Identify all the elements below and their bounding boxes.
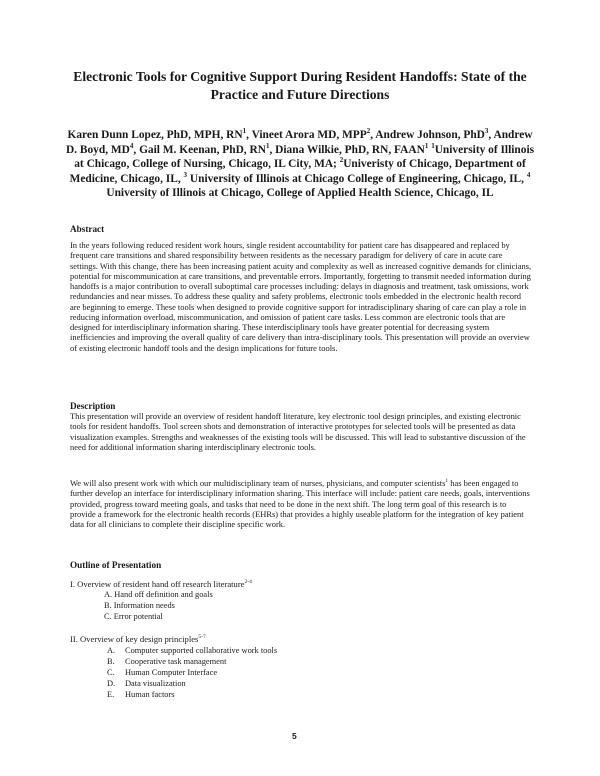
outline-item-text: Data visualization (125, 679, 186, 688)
affiliation-superscript: 1 (431, 141, 435, 150)
outline-item-letter: B. (107, 657, 115, 666)
outline-section-2-sup: 5-7 (198, 634, 206, 641)
outline-item-text: Computer supported collaborative work tools (125, 646, 278, 655)
affiliation-superscript: 4 (526, 170, 531, 179)
outline-item (107, 668, 217, 679)
author-text: , Andrew Johnson, PhD (370, 129, 485, 141)
outline-item: B. Information needs (104, 601, 175, 610)
description-text: This presentation will provide an overview of resident handoff literature, key electronic tool design principles, and existing electronic tools for resident handoffs. Tool screen shots and demonstration of interactive prototypes for selected tools will be presented as data visualization examples. Strengths and weaknesses of the existing tools will be discussed. This will lead to substantive discussion of the need for additional information sharing interdisciplinary electronic tools. (70, 411, 526, 452)
outline-item (107, 657, 226, 668)
affiliation-superscript: 2 (339, 156, 344, 165)
author-text: , Gail M. Keenan, PhD, RN (133, 143, 266, 156)
outline-item-letter: C. (107, 668, 115, 677)
outline-heading: Outline of Presentation (70, 560, 162, 570)
outline-item-text: Cooperative task management (125, 657, 227, 666)
outline-section-1 (70, 579, 252, 589)
description-text-2a: We will also present work with which our multidisciplinary team of nurses, physicians, and computer scientists (70, 478, 446, 488)
description-text-2-sup: 1 (445, 478, 449, 485)
paper-title: Electronic Tools for Cognitive Support During Resident Handoffs: State of the Practice and Future Directions (73, 69, 527, 102)
page-number: 5 (292, 731, 297, 741)
outline-item-text: Human Computer Interface (125, 668, 218, 677)
outline-item (107, 679, 186, 690)
author-text: University of Illinois at Chicago, College of Applied Health Science, Chicago, IL (106, 187, 494, 200)
abstract-text: In the years following reduced resident work hours, single resident accountability for patient care has disappeared and replaced by frequent care transitions and shared responsibility between residents as the necessary paradigm for delivery of care in acute care settings. With this change, there has been increasing patient acuity and complexity as well as increased cognitive demands for clinicians, potential for miscommunication at care transitions, and preventable errors. Importantly, forgetting to transmit needed information during handoffs is a major contribution to overall suboptimal care processes including: delays in diagnosis and treatment, task omissions, work redundancies and near misses. To address these quality and safety problems, electronic tools embedded in the electronic health record are beginning to emerge. These tools when designed to provide cognitive support for intradisciplinary sharing of care can play a role in reducing information overload, miscommunication, and omission of patient care tasks. Less common are electronic tools that are designed for interdisciplinary information sharing. These interdisciplinary tools have greater potential for decreasing system inefficiencies and improving the overall quality of care delivery than intra-disciplinary tools. This presentation will provide an overview of existing electronic handoff tools and the design implications for future tools. (70, 240, 532, 353)
outline-item-letter: A. (107, 646, 116, 655)
outline-section-2-label: II. Overview of key design principles (70, 634, 199, 644)
author-affiliations (62, 128, 538, 201)
affiliation-superscript: 1 (424, 141, 429, 150)
author-text: University of Illinois at Chicago College of Engineering, Chicago, IL, (187, 172, 527, 185)
affiliation-superscript: 1 (242, 127, 247, 136)
outline-section-2 (70, 634, 206, 644)
author-text: , Diana Wilkie, PhD, RN, FAAN (269, 143, 425, 156)
description-text-2 (70, 478, 532, 529)
outline-item-text: Human factors (125, 690, 175, 699)
outline-item: C. Error potential (104, 612, 163, 621)
outline-item: A. Hand off definition and goals (104, 590, 213, 599)
author-text: University of Illinois at Chicago, College of Nursing, Chicago, IL City, MA; (74, 143, 535, 171)
outline-item (107, 646, 277, 657)
author-text: Univeristy of Chicago, Department of Medicine, Chicago, IL, (69, 158, 526, 185)
affiliation-superscript: 2 (366, 127, 371, 136)
outline-item (107, 690, 175, 701)
description-heading: Description (70, 401, 116, 411)
author-text: , Andrew D. Boyd, MD (65, 129, 533, 156)
affiliation-superscript: 4 (129, 141, 134, 150)
affiliation-superscript: 1 (265, 141, 270, 150)
abstract-heading: Abstract (70, 224, 105, 234)
affiliation-superscript: 3 (484, 127, 489, 136)
affiliation-superscript: 3 (183, 170, 188, 179)
author-text: Karen Dunn Lopez, PhD, MPH, RN (67, 129, 243, 141)
outline-item-letter: D. (107, 679, 116, 688)
outline-section-1-sup: 2-4 (244, 579, 252, 586)
outline-section-1-label: I. Overview of resident hand off research literature (70, 579, 245, 589)
author-text: , Vineet Arora MD, MPP (246, 129, 367, 141)
outline-item-letter: E. (107, 690, 115, 699)
description-text-2b: has been engaged to further develop an interface for interdisciplinary information sharing. This interface will include: patient care needs, goals, interventions provided, progress toward meeting goals, and tasks that need to be done in the next shift. The long term goal of this research is to provide a framework for the electronic health records (EHRs) that provides a highly useable platform for the integration of key patient data for all clinicians to complete their discipline specific work. (70, 478, 530, 529)
